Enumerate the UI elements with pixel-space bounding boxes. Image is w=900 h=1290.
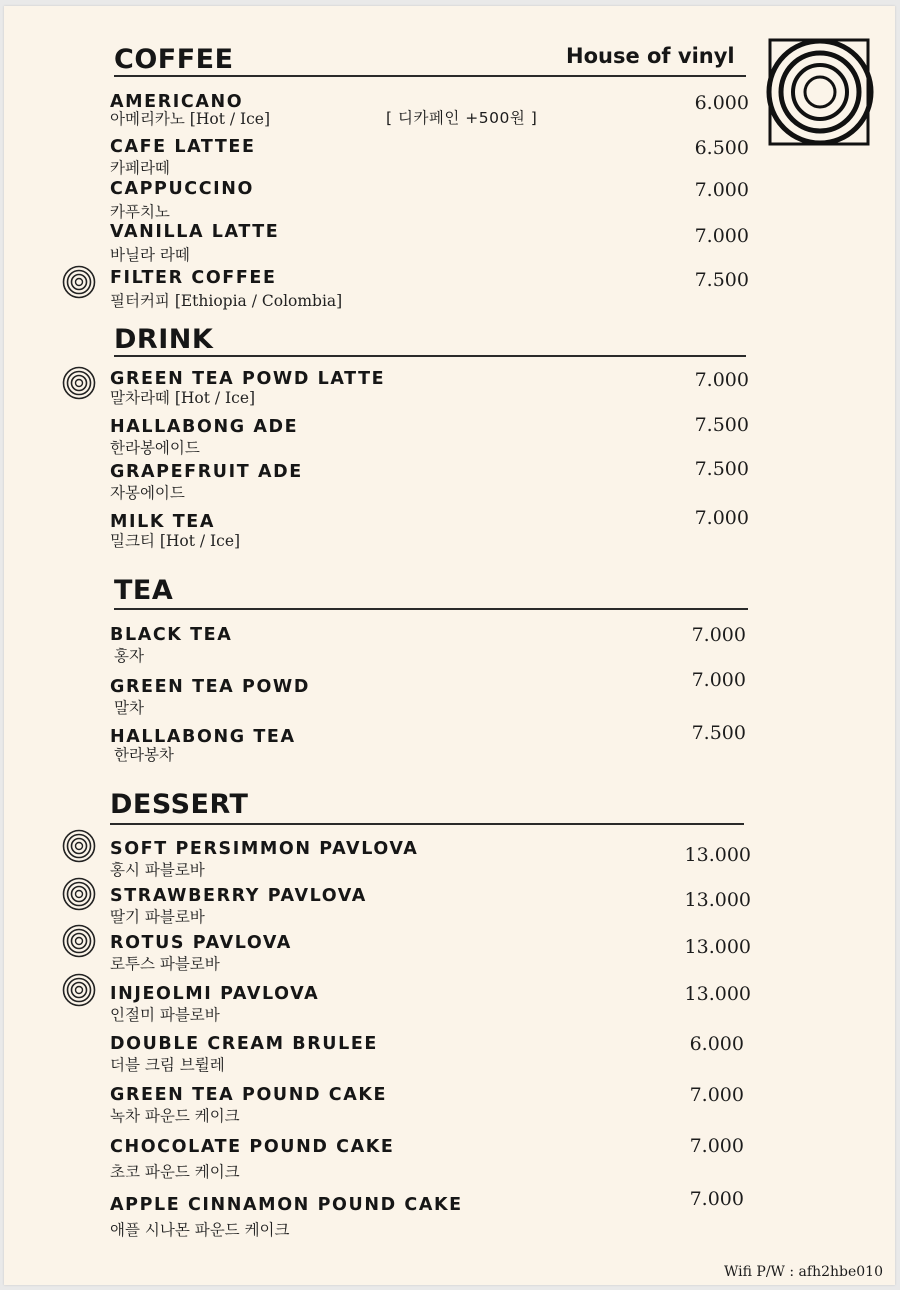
item-name: ROTUS PAVLOVA <box>110 933 292 953</box>
item-name: FILTER COFFEE <box>110 268 277 288</box>
item-name: HALLABONG ADE <box>110 417 299 437</box>
item-price: 7.000 <box>689 1188 744 1210</box>
item-subtitle: 홍시 파블로바 <box>110 861 205 879</box>
item-price: 13.000 <box>684 889 751 911</box>
item-subtitle: 초코 파운드 케이크 <box>110 1163 240 1181</box>
item-price: 6.000 <box>694 92 749 114</box>
vinyl-record-icon <box>62 829 96 863</box>
item-price: 13.000 <box>684 936 751 958</box>
item-subtitle: 말차라떼 [Hot / Ice] <box>110 389 256 407</box>
item-subtitle: 한라봉에이드 <box>110 439 200 457</box>
item-price: 7.000 <box>694 507 749 529</box>
item-price: 7.500 <box>694 458 749 480</box>
item-name: APPLE CINNAMON POUND CAKE <box>110 1195 463 1215</box>
item-price: 7.000 <box>694 369 749 391</box>
vinyl-record-icon <box>62 877 96 911</box>
item-subtitle: 아메리카노 [Hot / Ice] <box>110 110 271 128</box>
item-subtitle: 필터커피 [Ethiopia / Colombia] <box>110 292 343 310</box>
item-price: 6.000 <box>689 1033 744 1055</box>
item-subtitle: 인절미 파블로바 <box>110 1006 220 1024</box>
vinyl-record-icon <box>62 924 96 958</box>
item-price: 6.500 <box>694 137 749 159</box>
item-name: STRAWBERRY PAVLOVA <box>110 886 367 906</box>
menu-page <box>4 6 895 1285</box>
item-name: GRAPEFRUIT ADE <box>110 462 303 482</box>
item-name: VANILLA LATTE <box>110 222 280 242</box>
item-price: 7.000 <box>689 1084 744 1106</box>
item-subtitle: 카푸치노 <box>110 203 170 221</box>
item-price: 13.000 <box>684 844 751 866</box>
section-title-coffee: COFFEE <box>114 44 234 75</box>
item-name: SOFT PERSIMMON PAVLOVA <box>110 839 419 859</box>
section-title-drink: DRINK <box>114 324 214 355</box>
item-subtitle: 밀크티 [Hot / Ice] <box>110 532 241 550</box>
vinyl-record-icon <box>62 265 96 299</box>
wifi-password: Wifi P/W : afh2hbe010 <box>724 1264 883 1280</box>
item-name: GREEN TEA POUND CAKE <box>110 1085 388 1105</box>
item-subtitle: 자몽에이드 <box>110 484 185 502</box>
item-subtitle: 딸기 파블로바 <box>110 908 205 926</box>
decaf-note: [ 디카페인 +500원 ] <box>386 109 538 127</box>
section-rule <box>114 75 746 77</box>
brand-name: House of vinyl <box>566 44 735 68</box>
section-rule <box>114 355 746 357</box>
item-name: AMERICANO <box>110 92 244 112</box>
vinyl-record-icon <box>62 973 96 1007</box>
item-subtitle: 카페라떼 <box>110 159 170 177</box>
item-name: HALLABONG TEA <box>110 727 296 747</box>
item-subtitle: 애플 시나몬 파운드 케이크 <box>110 1221 290 1239</box>
item-price: 13.000 <box>684 983 751 1005</box>
item-price: 7.000 <box>691 624 746 646</box>
item-subtitle: 말차 <box>114 699 144 717</box>
item-name: DOUBLE CREAM BRULEE <box>110 1034 378 1054</box>
item-subtitle: 더블 크림 브륄레 <box>110 1056 225 1074</box>
section-rule <box>114 608 748 610</box>
section-title-tea: TEA <box>114 575 174 606</box>
item-subtitle: 홍자 <box>114 647 144 665</box>
item-price: 7.000 <box>691 669 746 691</box>
section-title-dessert: DESSERT <box>110 789 249 820</box>
item-subtitle: 바닐라 라떼 <box>110 246 190 264</box>
item-name: GREEN TEA POWD LATTE <box>110 369 386 389</box>
item-price: 7.000 <box>689 1135 744 1157</box>
item-subtitle: 녹차 파운드 케이크 <box>110 1107 240 1125</box>
item-name: CAFE LATTEE <box>110 137 256 157</box>
item-price: 7.500 <box>694 414 749 436</box>
section-rule <box>110 823 744 825</box>
item-subtitle: 로투스 파블로바 <box>110 955 220 973</box>
item-subtitle: 한라봉차 <box>114 746 174 764</box>
item-name: BLACK TEA <box>110 625 233 645</box>
item-price: 7.500 <box>694 269 749 291</box>
item-name: GREEN TEA POWD <box>110 677 310 697</box>
item-price: 7.500 <box>691 722 746 744</box>
item-name: CAPPUCCINO <box>110 179 254 199</box>
vinyl-record-logo <box>764 36 876 148</box>
item-price: 7.000 <box>694 225 749 247</box>
item-price: 7.000 <box>694 179 749 201</box>
item-name: INJEOLMI PAVLOVA <box>110 984 320 1004</box>
vinyl-record-icon <box>62 366 96 400</box>
item-name: MILK TEA <box>110 512 215 532</box>
item-name: CHOCOLATE POUND CAKE <box>110 1137 395 1157</box>
